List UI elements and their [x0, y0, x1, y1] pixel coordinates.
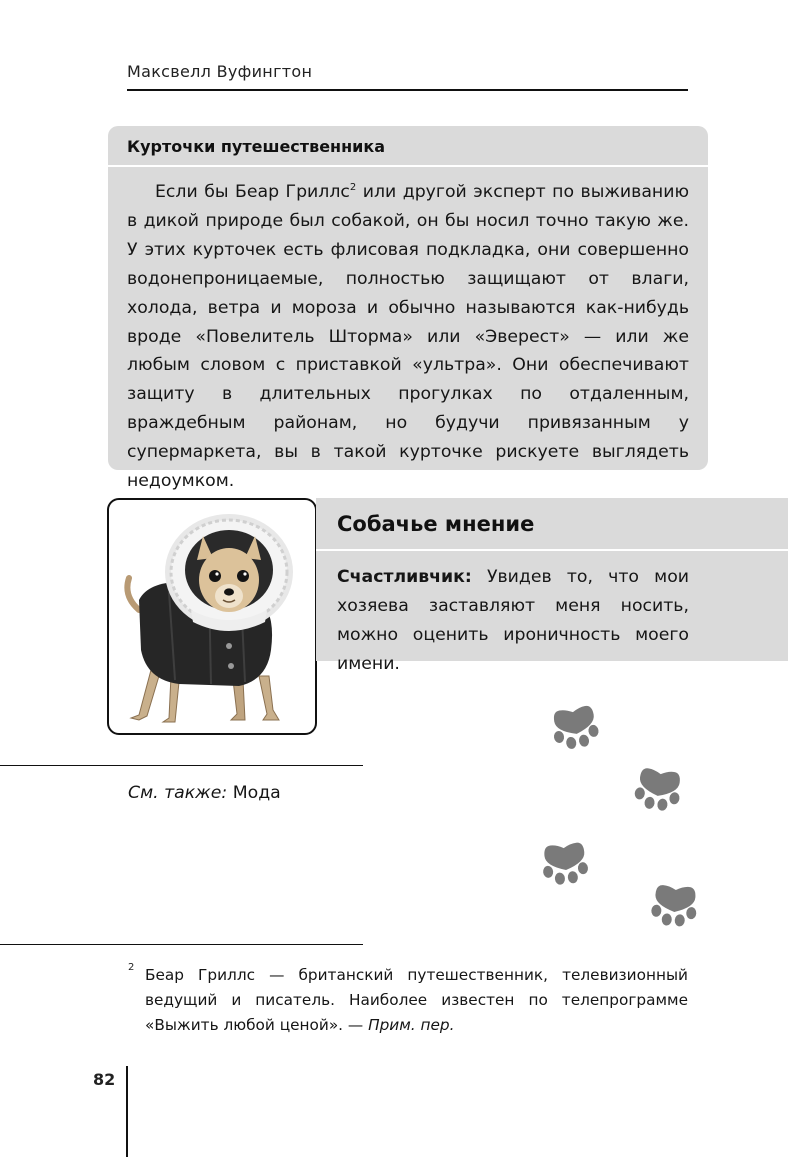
sidebar-box: [108, 126, 708, 492]
dog-opinion-text: [337, 563, 689, 679]
sidebar-body: [127, 178, 689, 496]
dog-photo: [107, 498, 317, 735]
chihuahua-illustration: [109, 500, 315, 733]
dog-opinion-speaker: Счастливчик:: [337, 567, 472, 587]
page-number-rule: [126, 1066, 128, 1157]
dog-opinion-title: Собачье мнение: [316, 498, 788, 551]
dog-opinion-quote: Увидев то, что мои хозяева заставляют меня носить, можно оценить ироничность моего имени.: [337, 567, 689, 674]
paw-print-icon: [548, 700, 602, 748]
paw-print-icon: [538, 836, 592, 884]
see-also-label: См. также:: [128, 783, 228, 803]
translator-note: Прим. пер.: [368, 1016, 455, 1034]
footnote-rule: [0, 944, 363, 945]
footnote-mark: 2: [128, 962, 135, 973]
header-rule: [127, 89, 688, 91]
paw-print-icon: [632, 762, 686, 810]
see-also-rule: [0, 765, 363, 766]
sidebar-text-start: Если бы Беар Гриллс: [155, 182, 350, 202]
footnote-reference: 2: [349, 182, 357, 193]
sidebar-text-rest: или другой эксперт по выживанию в дикой природе был собакой, он бы носил точно такую же. У этих курточек есть флисовая подкладка, они совершенно водонепроницаемые, полностью защищают от влаги, холода, ветра и мороза и обычно называются как-нибудь вроде «Повелитель Шторма» или «Эверест» — или же любым словом с приставкой «ультра». Они обеспечивают защиту в длительных прогулках по отдаленным, враждебным районам, но будучи привязанным у супермаркета, вы в такой курточке рискуете выглядеть недоумком.: [127, 182, 690, 492]
see-also: [128, 783, 281, 803]
running-head: Максвелл Вуфингтон: [127, 62, 313, 81]
dog-opinion-panel: [316, 498, 788, 674]
page-number: 82: [93, 1070, 116, 1089]
sidebar-paragraph: [127, 178, 689, 496]
footnote-body: Беар Гриллс — британский путешественник, телевизионный ведущий и писатель. Наиболее известен по телепрограмме «Выжить любой ценой». —: [145, 966, 688, 1034]
see-also-link: Мода: [227, 783, 281, 803]
paw-print-icon: [648, 878, 702, 926]
footnote-text: [145, 963, 688, 1038]
sidebar-title: Курточки путешественника: [108, 126, 708, 167]
